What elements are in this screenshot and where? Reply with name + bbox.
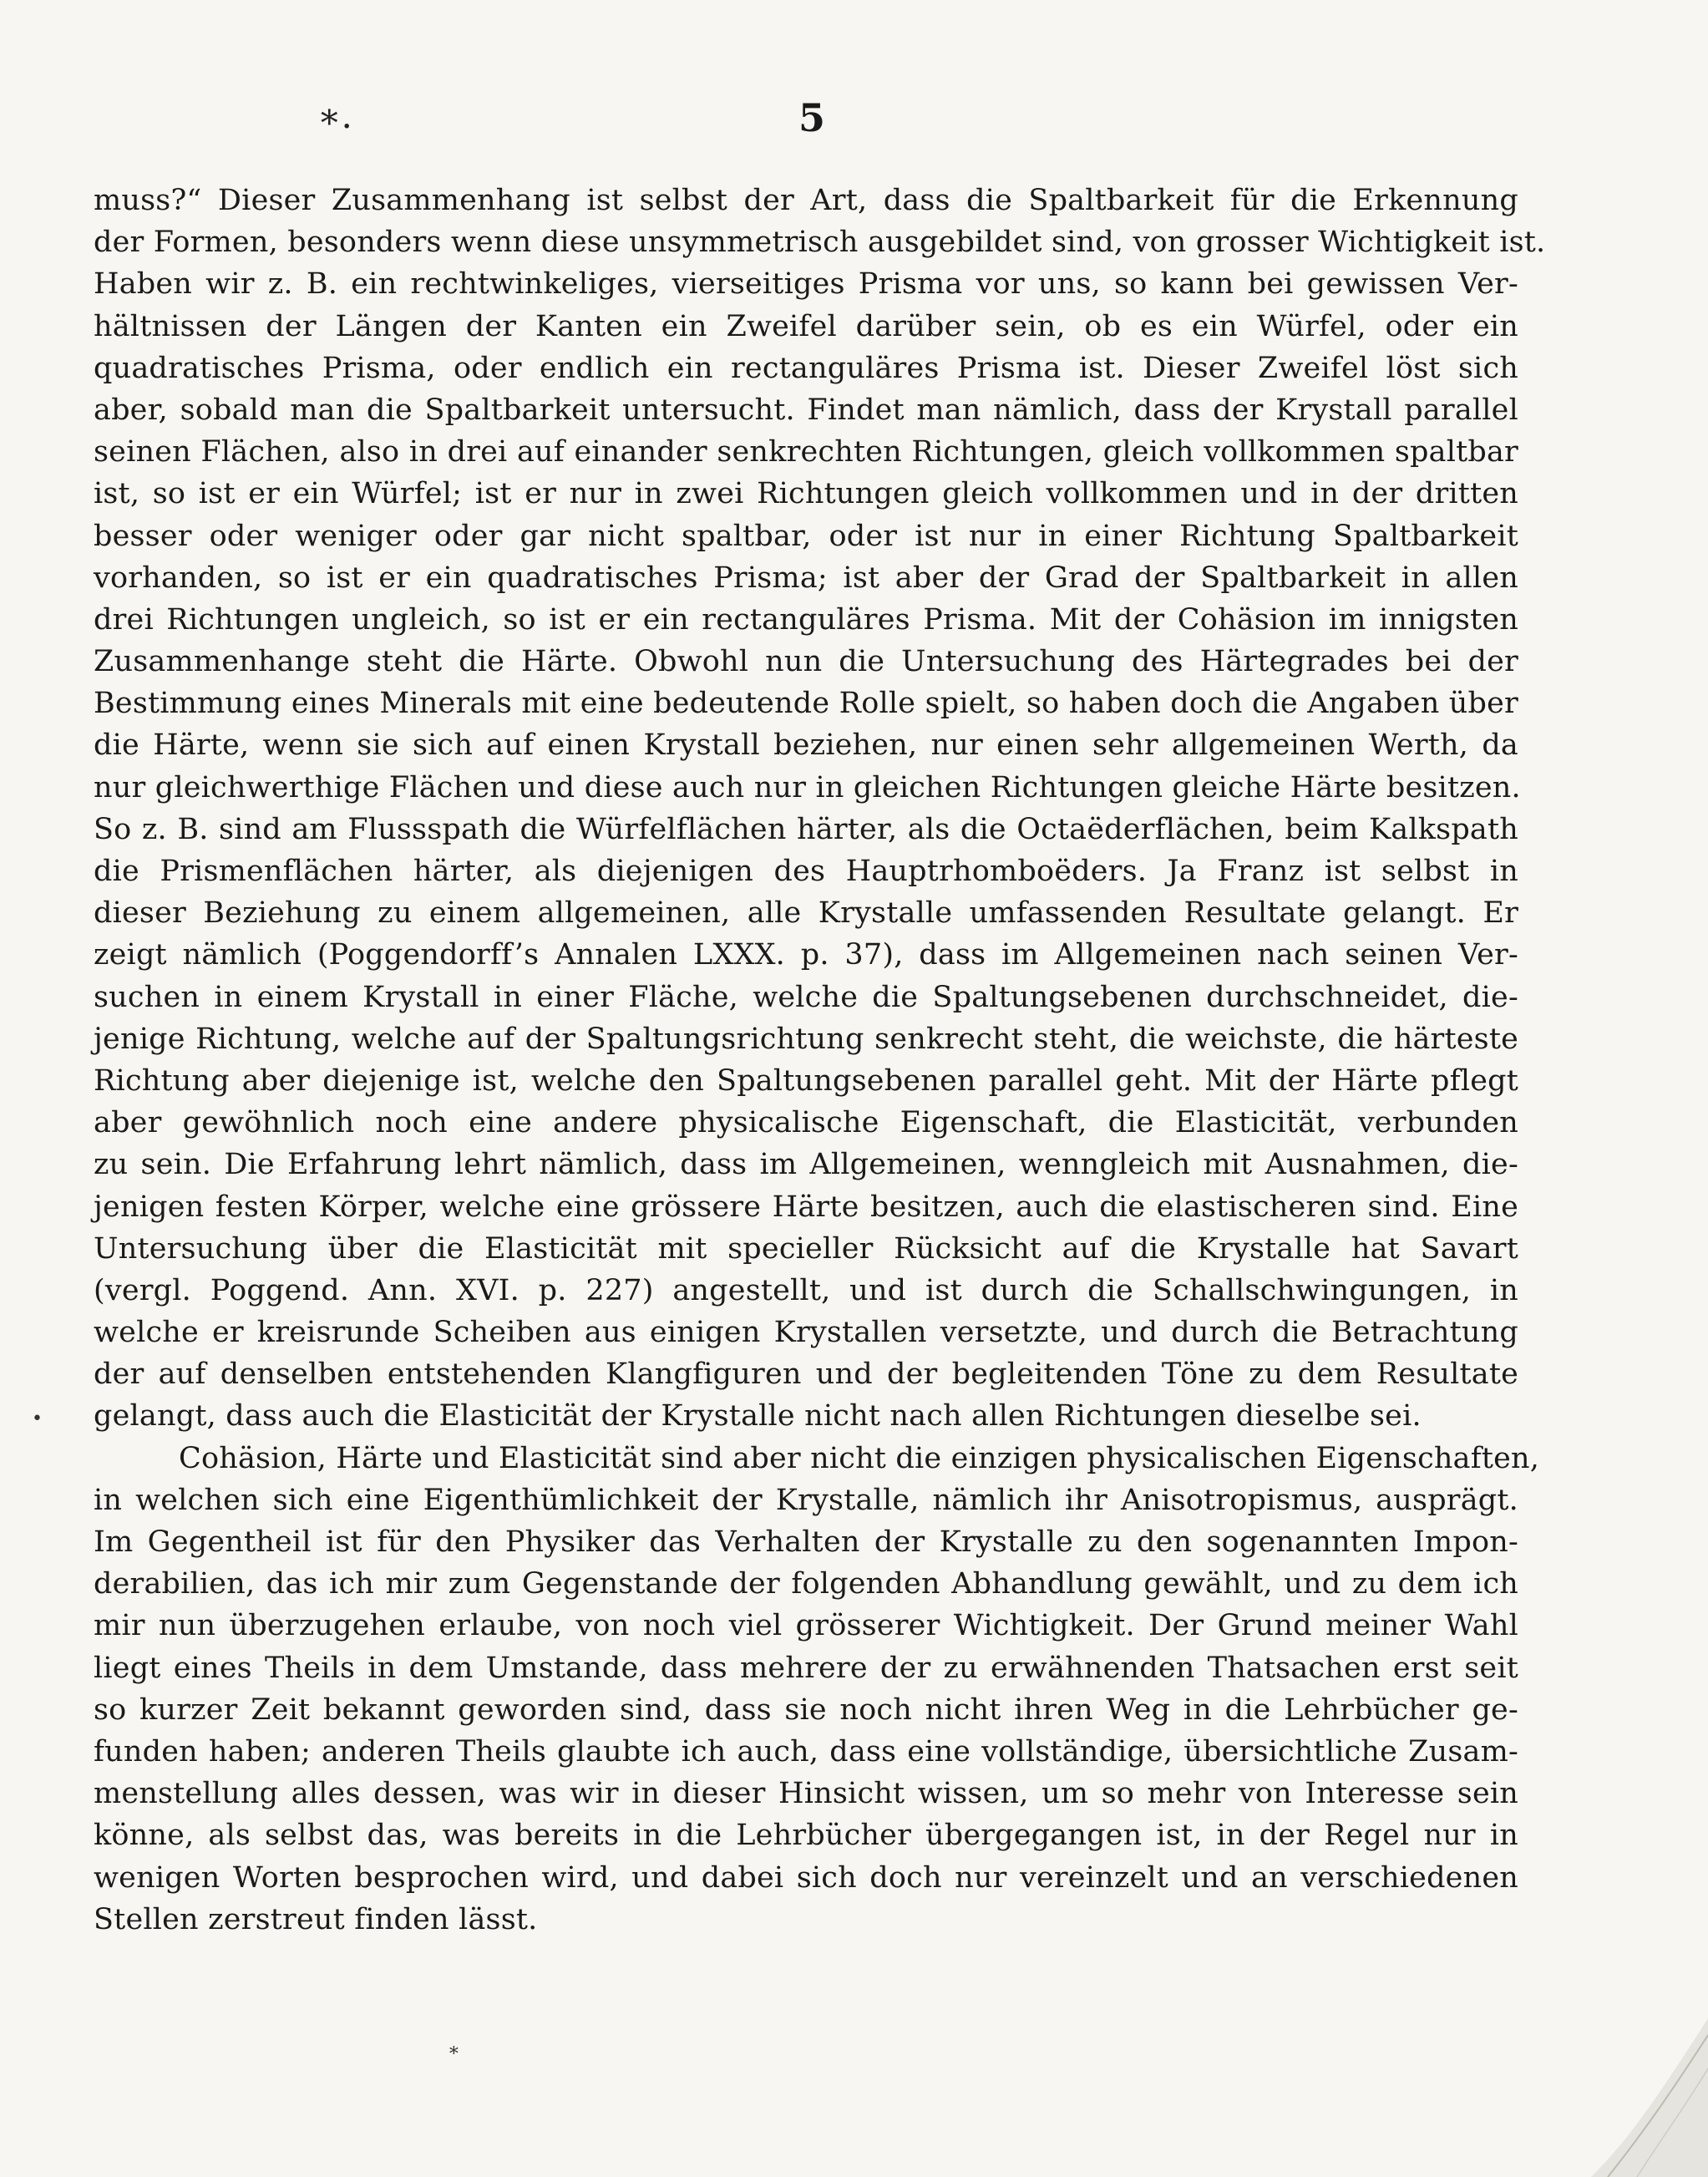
text-line: ist, so ist er ein Würfel; ist er nur in zwei Richtungen gleich vollkommen und in der dritten [94,477,1518,511]
text-line: in welchen sich eine Eigenthümlichkeit der Krystalle, nämlich ihr Anisotropismus, ausprägt. [94,1483,1518,1517]
text-line: der auf denselben entstehenden Klangfiguren und der begleitenden Töne zu dem Resultate [94,1357,1518,1392]
text-line: nur gleichwerthige Flächen und diese auch nur in gleichen Richtungen gleiche Härte besitzen. [94,770,1521,804]
text-line: wenigen Worten besprochen wird, und dabei sich doch nur vereinzelt und an verschiedenen [94,1860,1518,1895]
text-line: gelangt, dass auch die Elasticität der Krystalle nicht nach allen Richtungen dieselbe sei. [94,1399,1422,1434]
text-line: menstellung alles dessen, was wir in dieser Hinsicht wissen, um so mehr von Interesse sein [94,1777,1518,1811]
text-line: zeigt nämlich (Poggendorff’s Annalen LXXX. p. 37), dass im Allgemeinen nach seinen Ver- [94,938,1518,972]
text-line: Stellen zerstreut finden lässt. [94,1902,538,1936]
text-line: derabilien, das ich mir zum Gegenstande der folgenden Abhandlung gewählt, und zu dem ich [94,1567,1518,1601]
text-line: Untersuchung über die Elasticität mit specieller Rücksicht auf die Krystalle hat Savart [94,1231,1518,1266]
page-number: 5 [798,95,825,140]
margin-dot: • [32,1408,43,1429]
text-line: muss?“ Dieser Zusammenhang ist selbst der Art, dass die Spaltbarkeit für die Erkennung [94,184,1518,217]
text-line: aber gewöhnlich noch eine andere physicalische Eigenschaft, die Elasticität, verbunden [94,1106,1518,1140]
text-line: liegt eines Theils in dem Umstande, dass mehrere der zu erwähnenden Thatsachen erst seit [94,1651,1518,1685]
text-line: Cohäsion, Härte und Elasticität sind aber nicht die einzigen physicalischen Eigenschaften, [179,1441,1540,1475]
text-line: Richtung aber diejenige ist, welche den Spaltungsebenen parallel geht. Mit der Härte pflegt [94,1063,1518,1098]
text-line: die Prismenflächen härter, als diejenigen des Hauptrhomboëders. Ja Franz ist selbst in [94,855,1518,888]
text-line: die Härte, wenn sie sich auf einen Krystall beziehen, nur einen sehr allgemeinen Werth, da [94,728,1518,763]
text-line: könne, als selbst das, was bereits in die Lehrbücher übergegangen ist, in der Regel nur in [94,1819,1518,1853]
body-text [94,180,1546,1941]
page-corner-curl [1591,2018,1708,2177]
text-line: jenige Richtung, welche auf der Spaltungsrichtung senkrecht steht, die weichste, die härteste [94,1022,1518,1056]
text-line: mir nun überzugehen erlaube, von noch viel grösserer Wichtigkeit. Der Grund meiner Wahl [94,1609,1518,1643]
text-line: der Formen, besonders wenn diese unsymmetrisch ausgebildet sind, von grosser Wichtigkeit ist. [94,226,1546,260]
text-line: zu sein. Die Erfahrung lehrt nämlich, dass im Allgemeinen, wenngleich mit Ausnahmen, die- [94,1148,1518,1182]
text-line: seinen Flächen, also in drei auf einander senkrechten Richtungen, gleich vollkommen spaltbar [94,435,1518,469]
text-line: quadratisches Prisma, oder endlich ein rectanguläres Prisma ist. Dieser Zweifel löst sich [94,351,1518,385]
text-line: suchen in einem Krystall in einer Fläche, welche die Spaltungsebenen durchschneidet, die- [94,980,1518,1014]
header-ornament: ∗. [317,95,352,136]
text-line: hältnissen der Längen der Kanten ein Zweifel darüber sein, ob es ein Würfel, oder ein [94,309,1518,343]
text-line: so kurzer Zeit bekannt geworden sind, dass sie noch nicht ihren Weg in die Lehrbücher ge- [94,1692,1518,1727]
text-line: Haben wir z. B. ein rechtwinkeliges, vierseitiges Prisma vor uns, so kann bei gewissen Ver- [94,267,1518,302]
text-line: welche er kreisrunde Scheiben aus einigen Krystallen versetzte, und durch die Betrachtung [94,1316,1518,1350]
text-line: vorhanden, so ist er ein quadratisches Prisma; ist aber der Grad der Spaltbarkeit in allen [94,561,1518,595]
text-line: besser oder weniger oder gar nicht spaltbar, oder ist nur in einer Richtung Spaltbarkeit [94,519,1518,553]
text-line: aber, sobald man die Spaltbarkeit untersucht. Findet man nämlich, dass der Krystall parallel [94,393,1518,427]
text-line: Zusammenhange steht die Härte. Obwohl nun die Untersuchung des Härtegrades bei der [94,645,1518,679]
text-line: funden haben; anderen Theils glaubte ich auch, dass eine vollständige, übersichtliche Zusam- [94,1734,1518,1768]
bottom-mark: ∗ [448,2040,460,2061]
text-line: dieser Beziehung zu einem allgemeinen, alle Krystalle umfassenden Resultate gelangt. Er [94,896,1518,931]
text-line: Im Gegentheil ist für den Physiker das Verhalten der Krystalle zu den sogenannten Impon- [94,1525,1518,1559]
text-line: (vergl. Poggend. Ann. XVI. p. 227) angestellt, und ist durch die Schallschwingungen, in [94,1273,1518,1307]
text-line: Bestimmung eines Minerals mit eine bedeutende Rolle spielt, so haben doch die Angaben über [94,687,1518,721]
text-line: jenigen festen Körper, welche eine grössere Härte besitzen, auch die elastischeren sind. Eine [94,1190,1518,1224]
text-line: So z. B. sind am Flussspath die Würfelflächen härter, als die Octaëderflächen, beim Kalkspath [94,812,1518,846]
text-line: drei Richtungen ungleich, so ist er ein rectanguläres Prisma. Mit der Cohäsion im innigsten [94,602,1518,637]
